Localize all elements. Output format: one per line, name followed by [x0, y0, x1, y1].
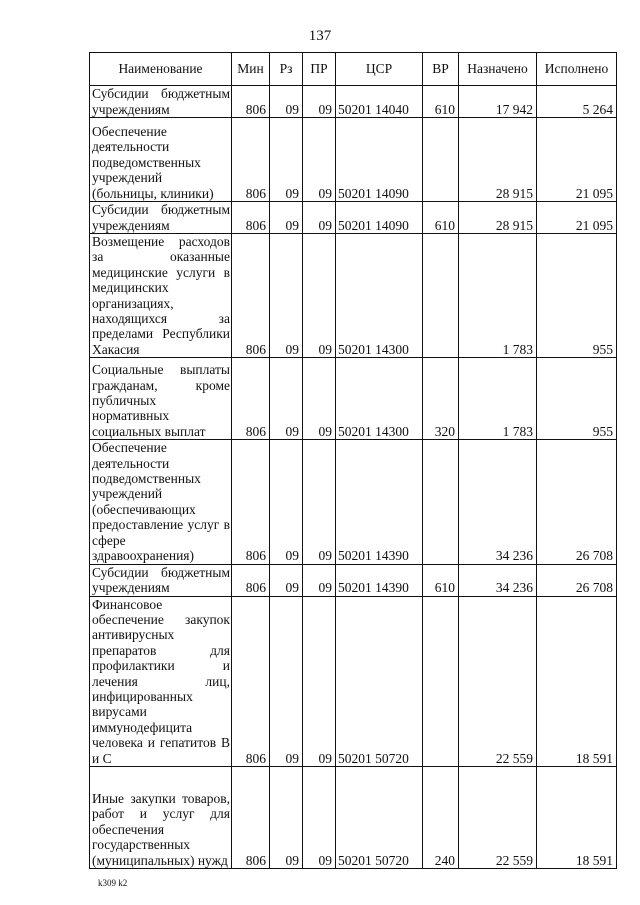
- cell-name: Социальные выплаты гражданам, кроме публичных нормативных социальных выплат: [90, 358, 232, 440]
- budget-table: [89, 52, 617, 869]
- cell-executed: 5 264: [537, 86, 617, 118]
- header-row: [90, 53, 617, 86]
- page-number: 137: [308, 28, 332, 44]
- cell-pr: 09: [303, 358, 336, 440]
- cell-pr: 09: [303, 202, 336, 234]
- cell-assigned: 22 559: [459, 766, 537, 868]
- table-row: [90, 234, 617, 358]
- cell-name: Субсидии бюджетным учреждениям: [90, 86, 232, 118]
- cell-csr: 50201 14300: [336, 234, 423, 358]
- cell-assigned: 28 915: [459, 202, 537, 234]
- cell-name: Субсидии бюджетным учреждениям: [90, 564, 232, 596]
- header-csr: ЦСР: [336, 53, 423, 86]
- cell-assigned: 1 783: [459, 234, 537, 358]
- cell-rz: 09: [270, 564, 303, 596]
- cell-executed: 26 708: [537, 440, 617, 564]
- table-row: [90, 86, 617, 118]
- cell-pr: 09: [303, 596, 336, 766]
- table-row: [90, 440, 617, 564]
- cell-vr: [423, 118, 459, 202]
- cell-executed: 21 095: [537, 118, 617, 202]
- cell-csr: 50201 14390: [336, 564, 423, 596]
- cell-name: Возмещение расходов за оказанные медицинские услуги в медицинских организациях, находящихся за пределами Республики Хакасия: [90, 234, 232, 358]
- cell-csr: 50201 14040: [336, 86, 423, 118]
- cell-assigned: 17 942: [459, 86, 537, 118]
- cell-rz: 09: [270, 86, 303, 118]
- cell-name: Финансовое обеспечение закупок антивирусных препаратов для профилактики и лечения лиц, инфицированных вирусами иммунодефицита человека и гепатитов В и С: [90, 596, 232, 766]
- cell-rz: 09: [270, 358, 303, 440]
- cell-pr: 09: [303, 234, 336, 358]
- cell-csr: 50201 14090: [336, 118, 423, 202]
- cell-csr: 50201 50720: [336, 596, 423, 766]
- cell-min: 806: [232, 202, 270, 234]
- cell-vr: 320: [423, 358, 459, 440]
- cell-rz: 09: [270, 234, 303, 358]
- cell-assigned: 34 236: [459, 564, 537, 596]
- cell-min: 806: [232, 440, 270, 564]
- cell-rz: 09: [270, 118, 303, 202]
- cell-min: 806: [232, 766, 270, 868]
- cell-pr: 09: [303, 440, 336, 564]
- header-min: Мин: [232, 53, 270, 86]
- cell-min: 806: [232, 234, 270, 358]
- header-rz: Рз: [270, 53, 303, 86]
- footer-code: k309 k2: [98, 878, 128, 888]
- cell-min: 806: [232, 358, 270, 440]
- cell-vr: 610: [423, 564, 459, 596]
- cell-executed: 955: [537, 234, 617, 358]
- cell-csr: 50201 50720: [336, 766, 423, 868]
- cell-min: 806: [232, 564, 270, 596]
- cell-rz: 09: [270, 766, 303, 868]
- header-assigned: Назначено: [459, 53, 537, 86]
- cell-executed: 18 591: [537, 596, 617, 766]
- cell-vr: 240: [423, 766, 459, 868]
- cell-pr: 09: [303, 564, 336, 596]
- cell-csr: 50201 14090: [336, 202, 423, 234]
- cell-name: Субсидии бюджетным учреждениям: [90, 202, 232, 234]
- cell-assigned: 1 783: [459, 358, 537, 440]
- table-row: [90, 564, 617, 596]
- cell-rz: 09: [270, 596, 303, 766]
- cell-rz: 09: [270, 440, 303, 564]
- cell-pr: 09: [303, 766, 336, 868]
- cell-rz: 09: [270, 202, 303, 234]
- cell-assigned: 34 236: [459, 440, 537, 564]
- cell-name: Иные закупки товаров, работ и услуг для обеспечения государственных (муниципальных) нужд: [90, 766, 232, 868]
- cell-executed: 26 708: [537, 564, 617, 596]
- cell-name: Обеспечение деятельности подведомственных учреждений (больницы, клиники): [90, 118, 232, 202]
- header-pr: ПР: [303, 53, 336, 86]
- cell-executed: 955: [537, 358, 617, 440]
- cell-executed: 18 591: [537, 766, 617, 868]
- cell-pr: 09: [303, 86, 336, 118]
- cell-assigned: 28 915: [459, 118, 537, 202]
- cell-assigned: 22 559: [459, 596, 537, 766]
- cell-vr: [423, 440, 459, 564]
- cell-vr: [423, 234, 459, 358]
- cell-executed: 21 095: [537, 202, 617, 234]
- header-vr: ВР: [423, 53, 459, 86]
- header-executed: Исполнено: [537, 53, 617, 86]
- table-row: [90, 766, 617, 868]
- cell-vr: 610: [423, 86, 459, 118]
- cell-pr: 09: [303, 118, 336, 202]
- cell-min: 806: [232, 596, 270, 766]
- table-row: [90, 202, 617, 234]
- table-row: [90, 596, 617, 766]
- cell-name: Обеспечение деятельности подведомственных учреждений (обеспечивающих предоставление услуг в сфере здравоохранения): [90, 440, 232, 564]
- cell-vr: 610: [423, 202, 459, 234]
- cell-csr: 50201 14300: [336, 358, 423, 440]
- cell-vr: [423, 596, 459, 766]
- cell-min: 806: [232, 86, 270, 118]
- header-name: Наименование: [90, 53, 232, 86]
- cell-csr: 50201 14390: [336, 440, 423, 564]
- table-row: [90, 358, 617, 440]
- table-row: [90, 118, 617, 202]
- cell-min: 806: [232, 118, 270, 202]
